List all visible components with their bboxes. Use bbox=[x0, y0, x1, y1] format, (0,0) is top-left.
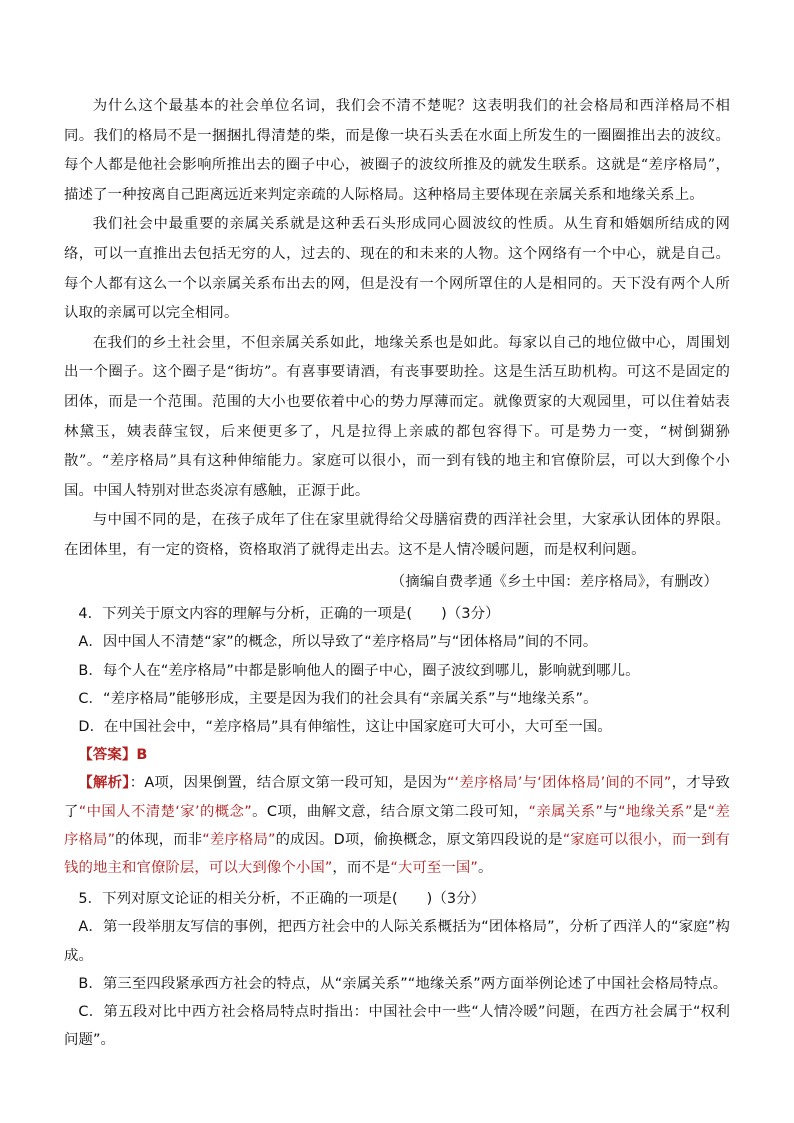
analysis-text: 。 bbox=[477, 859, 493, 876]
passage-paragraph-1: 为什么这个最基本的社会单位名词，我们会不清不楚呢？这表明我们的社会格局和西洋格局不相同。我们的格局不是一捆捆扎得清楚的柴，而是像一块石头丢在水面上所发生的一圈圈推出去的波纹。每个人都是他社会影响所推出去的圈子中心，被圈子的波纹所推及的就发生联系。这就是“差序格局”，描述了一种按离自己距离远近来判定亲疏的人际格局。这种格局主要体现在亲属关系和地缘关系上。 bbox=[64, 98, 730, 203]
question-4-option-c: C．“差序格局”能够形成，主要是因为我们的社会具有“亲属关系”与“地缘关系”。 bbox=[78, 690, 598, 707]
analysis-tag: 【解析】 bbox=[78, 775, 130, 792]
analysis-quote: “差序格局” bbox=[202, 831, 276, 848]
question-4-analysis bbox=[64, 769, 730, 882]
question-4-stem: 4．下列关于原文内容的理解与分析，正确的一项是( )（3分） bbox=[78, 606, 500, 623]
analysis-text: 的体现，而非 bbox=[115, 831, 203, 848]
question-4 bbox=[64, 600, 730, 882]
analysis-text: 。C项，曲解文意，结合原文第二段可知， bbox=[251, 803, 529, 820]
question-5 bbox=[64, 885, 730, 1054]
analysis-quote: “大可至一国” bbox=[390, 859, 478, 876]
question-4-option-a: A．因中国人不清楚“家”的概念，所以导致了“差序格局”与“团体格局”间的不同。 bbox=[78, 634, 598, 651]
analysis-text: ：A项，因果倒置，结合原文第一段可知，是因为 bbox=[129, 775, 447, 792]
analysis-quote: “差序格局” bbox=[64, 803, 730, 848]
passage-source: （摘编自费孝通《乡土中国：差序格局》，有删改） bbox=[390, 573, 718, 590]
question-4-option-d: D．在中国社会中，“差序格局”具有伸缩性，这让中国家庭可大可小，大可至一国。 bbox=[78, 718, 612, 735]
question-5-stem: 5．下列对原文论证的相关分析，不正确的一项是( )（3分） bbox=[78, 891, 486, 908]
question-5-option-b: B．第三至四段紧承西方社会的特点，从“亲属关系”“地缘关系”两方面举例论述了中国社会格局特点。 bbox=[78, 975, 728, 992]
analysis-quote: “家庭可以很小，而一到有钱的地主和官僚阶层，可以大到像个小国” bbox=[64, 831, 730, 876]
analysis-text: ，才导致了 bbox=[64, 775, 730, 820]
question-5-option-a: A．第一段举朋友写信的事例，把西方社会中的人际关系概括为“团体格局”，分析了西洋人的“家庭”构成。 bbox=[64, 919, 730, 964]
passage-paragraph-4: 与中国不同的是，在孩子成年了住在家里就得给父母膳宿费的西洋社会里，大家承认团体的界限。在团体里，有一定的资格，资格取消了就得走出去。这不是人情冷暖问题，而是权利问题。 bbox=[64, 512, 730, 558]
analysis-text: 是 bbox=[692, 803, 708, 820]
analysis-text: ，而不是 bbox=[332, 859, 391, 876]
analysis-text: 的成因。D项，偷换概念，原文第四段说的是 bbox=[275, 831, 563, 848]
answer-tag: 【答案】 bbox=[78, 747, 137, 764]
analysis-quote: “亲属关系” bbox=[528, 803, 604, 820]
question-4-option-b: B．每个人在“差序格局”中都是影响他人的圈子中心，圈子波纹到哪儿，影响就到哪儿。 bbox=[78, 662, 640, 679]
analysis-quote: “‘差序格局’与‘团体格局’间的不同” bbox=[446, 775, 672, 792]
analysis-quote: “地缘关系” bbox=[618, 803, 693, 820]
question-5-option-c: C．第五段对比中西方社会格局特点时指出：中国社会中一些“人情冷暖”问题，在西方社会属于“权利问题”。 bbox=[64, 1003, 730, 1049]
answer-value: B bbox=[136, 747, 148, 764]
question-4-answer bbox=[64, 741, 730, 769]
analysis-text: 与 bbox=[603, 803, 619, 820]
passage-paragraph-2: 我们社会中最重要的亲属关系就是这种丢石头形成同心圆波纹的性质。从生育和婚姻所结成的网络，可以一直推出去包括无穷的人，过去的、现在的和未来的人物。这个网络有一个中心，就是自己。每个人都有这么一个以亲属关系布出去的网，但是没有一个网所罩住的人是相同的。天下没有两个人所认取的亲属可以完全相同。 bbox=[64, 216, 730, 322]
passage-paragraph-3: 在我们的乡土社会里，不但亲属关系如此，地缘关系也是如此。每家以自己的地位做中心，周围划出一个圈子。这个圈子是“街坊”。有喜事要请酒，有丧事要助拴。这是生活互助机构。可这不是固定的团体，而是一个范围。范围的大小也要依着中心的势力厚薄而定。就像贾家的大观园里，可以住着姑表林黛玉，姨表薛宝钗，后来便更多了，凡是拉得上亲戚的都包容得下。可是势力一变，“树倒猢狲散”。“差序格局”具有这种伸缩能力。家庭可以很小，而一到有钱的地主和官僚阶层，可以大到像个小国。中国人特别对世态炎凉有感触，正源于此。 bbox=[64, 334, 730, 499]
reading-passage bbox=[64, 92, 730, 597]
analysis-quote: “中国人不清楚‘家’的概念” bbox=[78, 803, 252, 820]
